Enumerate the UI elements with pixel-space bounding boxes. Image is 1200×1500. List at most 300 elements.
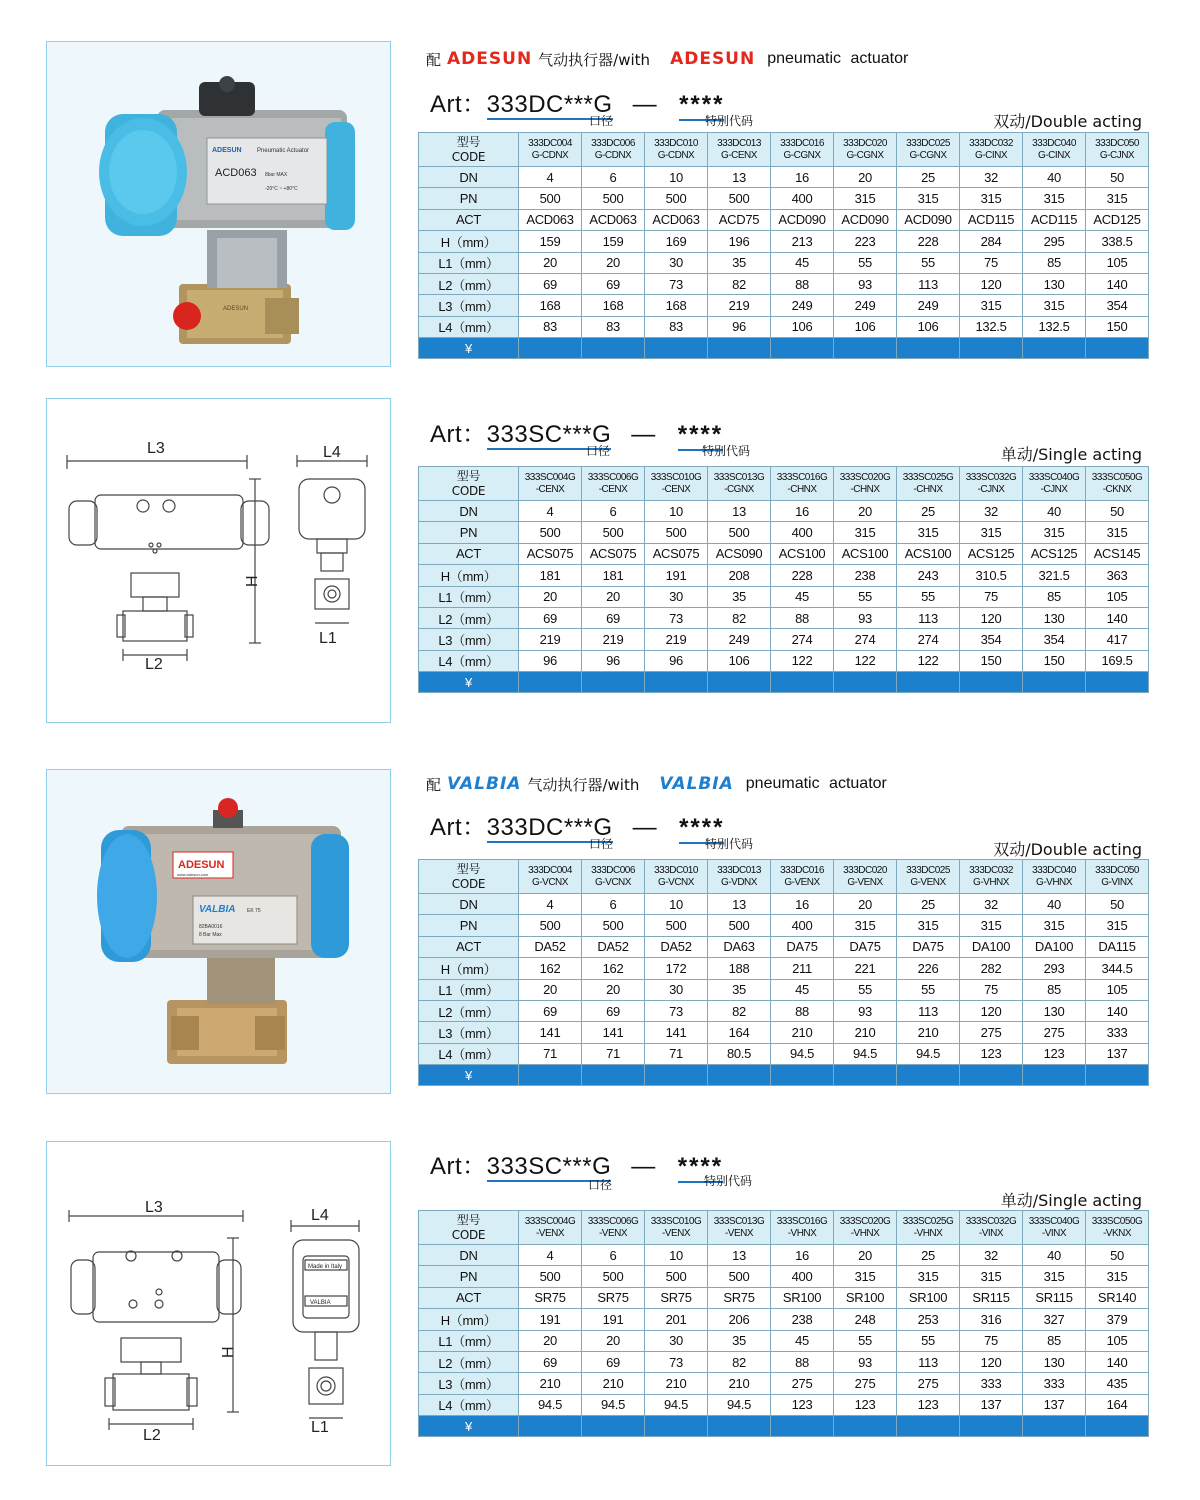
table-cell: 315 [1023, 522, 1086, 543]
table-cell: 196 [708, 231, 771, 252]
table-row [419, 979, 1149, 1000]
table-cell: 315 [897, 188, 960, 209]
price-cell [960, 1416, 1023, 1437]
table-cell: 50 [1086, 167, 1149, 188]
table-cell: 315 [897, 522, 960, 543]
dim-label-l3: L3 [145, 1199, 163, 1216]
article-code-value: 333DC***G [486, 814, 613, 841]
model-code-line: 333SC025G [902, 1215, 954, 1227]
table-cell: DA115 [1086, 936, 1149, 957]
table-cell: 55 [834, 252, 897, 273]
table-row [419, 629, 1149, 650]
table-row [419, 586, 1149, 607]
dim-label-l2: L2 [143, 1427, 161, 1444]
table-cell: 6 [582, 1245, 645, 1266]
brand-line [426, 769, 887, 799]
model-code-line: 333SC006G [587, 1215, 639, 1227]
row-label: L4（mm） [419, 1043, 519, 1064]
model-code-line: -CENX [661, 483, 691, 495]
table-cell: 130 [1023, 607, 1086, 628]
table-cell: 113 [897, 1000, 960, 1021]
table-cell: 55 [897, 252, 960, 273]
table-cell: 45 [771, 586, 834, 607]
table-cell: 123 [960, 1043, 1023, 1064]
table-cell: 210 [771, 1022, 834, 1043]
table-cell: 83 [582, 316, 645, 337]
model-code-cell [897, 1211, 960, 1245]
model-code-cell [771, 467, 834, 501]
model-code-line: -VKNX [1102, 1227, 1132, 1239]
table-cell: 500 [708, 522, 771, 543]
model-code-line: 333DC010 [654, 864, 698, 876]
table-cell: ACS145 [1086, 543, 1149, 564]
model-code-line: -VINX [1041, 1227, 1067, 1239]
table-cell: 25 [897, 167, 960, 188]
price-cell [1086, 338, 1149, 359]
table-cell: 85 [1023, 1330, 1086, 1351]
table-cell: 140 [1086, 607, 1149, 628]
table-row [419, 1394, 1149, 1415]
table-cell: 6 [582, 167, 645, 188]
model-code-line: 333SC020G [839, 1215, 891, 1227]
table-cell: 168 [582, 295, 645, 316]
price-cell [708, 672, 771, 693]
table-cell: 226 [897, 958, 960, 979]
table-cell: ACD063 [519, 209, 582, 230]
bore-label: 口径 [589, 114, 614, 128]
model-code-line: 333DC020 [843, 137, 887, 149]
table-cell: 35 [708, 586, 771, 607]
model-code-cell [834, 1211, 897, 1245]
price-label: ¥ [419, 1065, 519, 1086]
model-code-cell [897, 467, 960, 501]
table-cell: 45 [771, 1330, 834, 1351]
table-cell: 500 [519, 522, 582, 543]
code-header-line: CODE [451, 483, 486, 498]
table-cell: 105 [1086, 252, 1149, 273]
brand-suffix: pneumatic actuator [767, 50, 909, 67]
table-cell: 344.5 [1086, 958, 1149, 979]
table-cell: 321.5 [1023, 565, 1086, 586]
model-code-cell [645, 467, 708, 501]
model-code-cell [771, 860, 834, 894]
table-cell: 315 [897, 915, 960, 936]
table-cell: 13 [708, 1245, 771, 1266]
table-row [419, 188, 1149, 209]
table-cell: 35 [708, 252, 771, 273]
table-cell: 208 [708, 565, 771, 586]
table-cell: 50 [1086, 1245, 1149, 1266]
model-code-line: -VENX [598, 1227, 628, 1239]
table-cell: 181 [582, 565, 645, 586]
table-cell: 20 [519, 586, 582, 607]
row-label: DN [419, 501, 519, 522]
table-cell: DA100 [1023, 936, 1086, 957]
table-cell: 223 [834, 231, 897, 252]
model-code-line: G-CGNX [783, 149, 821, 161]
row-label: L1（mm） [419, 252, 519, 273]
table-cell: 435 [1086, 1373, 1149, 1394]
table-cell: 363 [1086, 565, 1149, 586]
price-cell [960, 672, 1023, 693]
article-code [430, 1146, 723, 1183]
table-cell: 6 [582, 894, 645, 915]
table-cell: 159 [582, 231, 645, 252]
model-code-cell [834, 133, 897, 167]
price-label: ¥ [419, 672, 519, 693]
table-row [419, 209, 1149, 230]
table-cell: ACD063 [582, 209, 645, 230]
table-cell: 85 [1023, 586, 1086, 607]
special-code-label: 特别代码 [702, 444, 751, 458]
model-code-cell [1023, 1211, 1086, 1245]
model-code-cell [519, 467, 582, 501]
table-cell: 130 [1023, 273, 1086, 294]
model-code-cell [1023, 467, 1086, 501]
table-cell: 13 [708, 501, 771, 522]
table-cell: 274 [834, 629, 897, 650]
row-label: PN [419, 188, 519, 209]
row-label: L4（mm） [419, 316, 519, 337]
table-cell: 315 [960, 1266, 1023, 1287]
price-row [419, 672, 1149, 693]
table-cell: 32 [960, 894, 1023, 915]
special-code-label: 特别代码 [704, 1174, 753, 1188]
table-cell: 32 [960, 167, 1023, 188]
table-row [419, 231, 1149, 252]
table-cell: SR100 [771, 1287, 834, 1308]
table-cell: 500 [645, 915, 708, 936]
dim-label-l4: L4 [311, 1207, 329, 1224]
table-cell: 122 [834, 650, 897, 671]
table-cell: 228 [897, 231, 960, 252]
article-code [430, 84, 724, 121]
table-cell: 274 [771, 629, 834, 650]
table-cell: 123 [771, 1394, 834, 1415]
section-adesun-single-acting [418, 412, 1148, 702]
acting-type: 单动/Single acting [1000, 1191, 1142, 1210]
table-cell: 83 [645, 316, 708, 337]
table-cell: 71 [582, 1043, 645, 1064]
table-cell: 316 [960, 1309, 1023, 1330]
table-row [419, 543, 1149, 564]
model-code-line: -CHNX [787, 483, 817, 495]
table-cell: 315 [960, 915, 1023, 936]
article-label: Art： [430, 1153, 487, 1180]
price-cell [1023, 1065, 1086, 1086]
model-code-cell [645, 1211, 708, 1245]
price-cell [1023, 338, 1086, 359]
table-cell: 191 [519, 1309, 582, 1330]
model-code-line: 333SC032G [965, 1215, 1017, 1227]
table-cell: SR100 [834, 1287, 897, 1308]
price-cell [708, 338, 771, 359]
table-cell: 20 [582, 1330, 645, 1351]
spec-table [418, 466, 1149, 693]
table-cell: 4 [519, 894, 582, 915]
table-cell: DA52 [519, 936, 582, 957]
section-adesun-double-acting [418, 44, 1148, 366]
table-cell: 315 [1023, 915, 1086, 936]
model-code-line: 333DC013 [717, 864, 761, 876]
table-row [419, 501, 1149, 522]
model-code-line: -VHNX [787, 1227, 817, 1239]
model-code-cell [960, 860, 1023, 894]
price-cell [582, 672, 645, 693]
table-cell: 221 [834, 958, 897, 979]
model-code-line: 333DC050 [1095, 864, 1139, 876]
row-label: L4（mm） [419, 650, 519, 671]
table-cell: 211 [771, 958, 834, 979]
model-code-cell [519, 860, 582, 894]
table-row [419, 565, 1149, 586]
model-code-line: -CENX [535, 483, 565, 495]
table-cell: 210 [519, 1373, 582, 1394]
table-cell: 275 [771, 1373, 834, 1394]
brand-logo-adesun-2: ADESUN [670, 49, 756, 69]
table-cell: 500 [519, 1266, 582, 1287]
dimension-drawing-single-acting [46, 398, 391, 723]
price-cell [897, 672, 960, 693]
photo1-label-pressure: 8bar MAX [265, 172, 288, 178]
table-cell: 55 [834, 979, 897, 1000]
table-cell: 40 [1023, 167, 1086, 188]
table-row [419, 1043, 1149, 1064]
special-code-label: 特别代码 [705, 114, 754, 128]
row-label: L1（mm） [419, 586, 519, 607]
table-cell: 315 [1086, 522, 1149, 543]
table-cell: 94.5 [897, 1043, 960, 1064]
section-valbia-double-acting [418, 769, 1148, 1091]
row-label: DN [419, 894, 519, 915]
model-code-line: G-VHNX [1036, 876, 1072, 888]
table-cell: 338.5 [1086, 231, 1149, 252]
table-cell: 94.5 [834, 1043, 897, 1064]
table-cell: 249 [834, 295, 897, 316]
table-cell: 96 [645, 650, 708, 671]
table-cell: 249 [708, 629, 771, 650]
model-code-line: 333DC032 [969, 864, 1013, 876]
table-row [419, 252, 1149, 273]
table-cell: 20 [834, 1245, 897, 1266]
table-cell: 275 [834, 1373, 897, 1394]
table-cell: 94.5 [708, 1394, 771, 1415]
model-code-line: 333DC025 [906, 864, 950, 876]
table-cell: 164 [1086, 1394, 1149, 1415]
table-cell: 94.5 [519, 1394, 582, 1415]
brand-prefix: 配 [426, 50, 442, 69]
product-photo-adesun-actuator [46, 41, 391, 367]
model-code-line: G-VCNX [595, 876, 631, 888]
table-cell: 85 [1023, 979, 1086, 1000]
article-code [430, 807, 724, 844]
code-header-line: CODE [451, 1227, 486, 1242]
table-cell: 400 [771, 188, 834, 209]
table-cell: 16 [771, 167, 834, 188]
table-row [419, 1000, 1149, 1021]
table-cell: 85 [1023, 252, 1086, 273]
dim-label-l4: L4 [323, 444, 341, 461]
table-cell: 94.5 [582, 1394, 645, 1415]
drawing-plate-text-2: VALBIA [310, 1300, 331, 1306]
brand-logo-valbia: VALBIA [447, 774, 522, 794]
table-cell: 333 [960, 1373, 1023, 1394]
table-cell: 55 [897, 979, 960, 1000]
table-cell: 30 [645, 1330, 708, 1351]
photo2-label-model: 82BA0016 [199, 924, 223, 930]
table-cell: 13 [708, 167, 771, 188]
row-label: H（mm） [419, 1309, 519, 1330]
table-cell: 500 [582, 1266, 645, 1287]
table-cell: 210 [897, 1022, 960, 1043]
table-cell: 20 [519, 1330, 582, 1351]
bore-label: 口径 [586, 444, 611, 458]
model-code-line: 333SC050G [1091, 471, 1143, 483]
special-code-label: 特别代码 [705, 837, 754, 851]
brand-line [426, 44, 908, 74]
model-code-line: -CHNX [913, 483, 943, 495]
table-cell: 253 [897, 1309, 960, 1330]
photo2-label-pressure: 8 Bar Max [199, 932, 222, 938]
model-code-cell [771, 1211, 834, 1245]
model-code-line: -CENX [598, 483, 628, 495]
article-special-stars: **** [679, 91, 724, 121]
dim-label-l1: L1 [319, 630, 337, 647]
table-row [419, 1287, 1149, 1308]
table-cell: 315 [960, 522, 1023, 543]
acting-type: 双动/Double acting [993, 112, 1142, 131]
model-code-line: 333DC004 [528, 864, 572, 876]
table-cell: 169.5 [1086, 650, 1149, 671]
table-cell: 248 [834, 1309, 897, 1330]
table-cell: 10 [645, 167, 708, 188]
table-cell: 25 [897, 1245, 960, 1266]
brand-prefix: 配 [426, 775, 442, 794]
table-row [419, 915, 1149, 936]
price-cell [519, 672, 582, 693]
table-cell: 164 [708, 1022, 771, 1043]
price-cell [645, 1065, 708, 1086]
drawing-plate-text-1: Made in Italy [308, 1264, 343, 1270]
table-cell: 113 [897, 1351, 960, 1372]
table-cell: SR140 [1086, 1287, 1149, 1308]
table-cell: 40 [1023, 501, 1086, 522]
model-code-line: -VHNX [850, 1227, 880, 1239]
model-code-cell [834, 860, 897, 894]
model-code-cell [708, 1211, 771, 1245]
price-cell [960, 1065, 1023, 1086]
table-cell: 10 [645, 894, 708, 915]
table-cell: 140 [1086, 1351, 1149, 1372]
price-cell [645, 1416, 708, 1437]
table-cell: 315 [1086, 915, 1149, 936]
table-cell: 83 [519, 316, 582, 337]
model-code-line: -CGNX [724, 483, 754, 495]
model-code-line: G-CDNX [531, 149, 569, 161]
table-cell: 206 [708, 1309, 771, 1330]
table-cell: ACS100 [771, 543, 834, 564]
table-cell: 88 [771, 273, 834, 294]
table-cell: 30 [645, 252, 708, 273]
model-code-cell [645, 860, 708, 894]
table-cell: DA75 [897, 936, 960, 957]
table-cell: 243 [897, 565, 960, 586]
table-cell: 40 [1023, 894, 1086, 915]
model-code-line: 333DC004 [528, 137, 572, 149]
model-code-cell [834, 467, 897, 501]
table-cell: 500 [645, 188, 708, 209]
model-code-line: 333DC032 [969, 137, 1013, 149]
table-cell: 213 [771, 231, 834, 252]
table-cell: SR75 [519, 1287, 582, 1308]
code-header-label [419, 1211, 519, 1245]
row-label: ACT [419, 1287, 519, 1308]
table-cell: SR115 [960, 1287, 1023, 1308]
table-cell: 130 [1023, 1000, 1086, 1021]
table-cell: 75 [960, 979, 1023, 1000]
price-cell [897, 1065, 960, 1086]
table-cell: 16 [771, 894, 834, 915]
code-header-line: 型号 [456, 134, 481, 149]
table-cell: 20 [834, 894, 897, 915]
table-cell: 10 [645, 501, 708, 522]
model-code-line: 333SC013G [713, 471, 765, 483]
model-code-cell [1086, 1211, 1149, 1245]
table-cell: 172 [645, 958, 708, 979]
table-cell: 159 [519, 231, 582, 252]
price-cell [897, 338, 960, 359]
table-row [419, 167, 1149, 188]
table-cell: 73 [645, 1000, 708, 1021]
price-cell [771, 1416, 834, 1437]
table-cell: 73 [645, 273, 708, 294]
table-cell: 73 [645, 1351, 708, 1372]
table-cell: ACD090 [897, 209, 960, 230]
price-cell [708, 1416, 771, 1437]
table-cell: 400 [771, 1266, 834, 1287]
table-cell: 132.5 [960, 316, 1023, 337]
article-dash: — [631, 1153, 656, 1180]
code-header-line: CODE [451, 876, 486, 891]
table-cell: SR115 [1023, 1287, 1086, 1308]
table-cell: 80.5 [708, 1043, 771, 1064]
brand-logo-adesun: ADESUN [447, 49, 533, 69]
table-cell: ACD063 [645, 209, 708, 230]
bore-label: 口径 [588, 1178, 613, 1192]
table-cell: 315 [834, 1266, 897, 1287]
table-cell: DA75 [771, 936, 834, 957]
code-header-line: 型号 [456, 1212, 481, 1227]
table-cell: 201 [645, 1309, 708, 1330]
model-code-line: 333SC050G [1091, 1215, 1143, 1227]
table-cell: 333 [1086, 1022, 1149, 1043]
model-code-cell [1023, 133, 1086, 167]
table-cell: 25 [897, 894, 960, 915]
table-cell: 123 [834, 1394, 897, 1415]
table-cell: 228 [771, 565, 834, 586]
table-cell: 168 [519, 295, 582, 316]
table-cell: DA52 [582, 936, 645, 957]
table-cell: 4 [519, 501, 582, 522]
table-cell: 73 [645, 607, 708, 628]
price-cell [771, 1065, 834, 1086]
table-cell: 500 [519, 915, 582, 936]
model-code-line: G-VDNX [721, 876, 757, 888]
row-label: ACT [419, 209, 519, 230]
table-cell: 45 [771, 979, 834, 1000]
table-cell: DA52 [645, 936, 708, 957]
code-header-line: CODE [451, 149, 486, 164]
